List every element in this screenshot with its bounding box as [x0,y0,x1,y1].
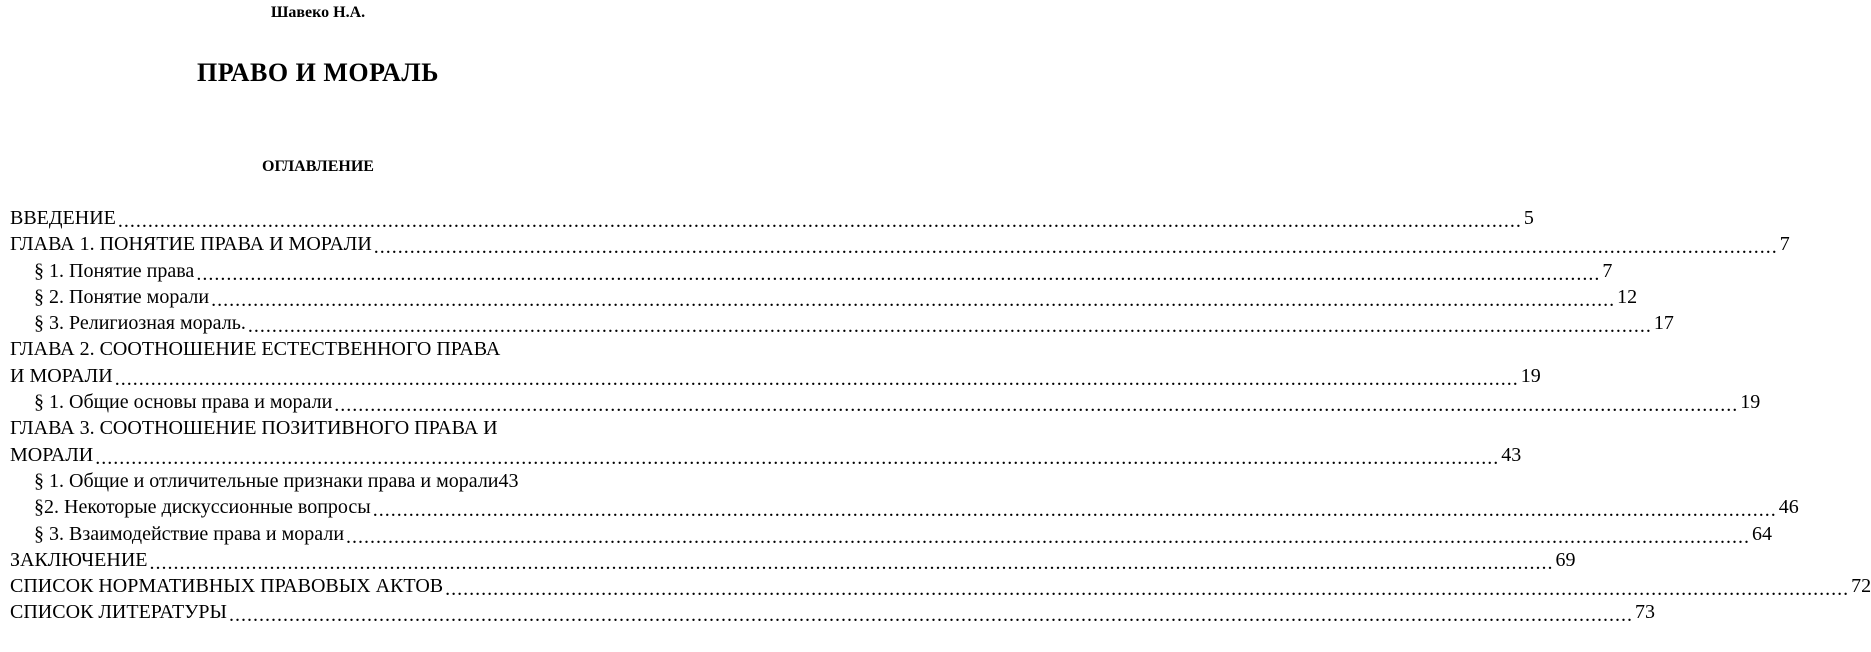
dot-leader [373,500,1777,520]
toc-entry-text: ВВЕДЕНИЕ [10,207,116,229]
toc-entry-text: МОРАЛИ [10,443,94,466]
toc-entry-page: 5 [1523,207,1534,229]
toc-entry-text: §2. Некоторые дискуссионные вопросы [34,496,371,519]
dot-leader [149,553,1553,573]
toc-entry-page: 64 [1752,522,1773,545]
toc-entry-text: СПИСОК ЛИТЕРАТУРЫ [10,601,227,624]
toc-entry-text-line1: ГЛАВА 3. СООТНОШЕНИЕ ПОЗИТИВНОГО ПРАВА И [10,417,498,440]
dot-leader [115,369,1519,389]
toc-entry-text-line1: ГЛАВА 2. СООТНОШЕНИЕ ЕСТЕСТВЕННОГО ПРАВА [10,338,501,361]
dot-leader [95,448,1499,468]
toc-entry-page: 17 [1653,312,1674,335]
toc-entry-page: 19 [1520,364,1541,387]
table-of-contents [10,205,1871,626]
document-title: ПРАВО И МОРАЛЬ [196,58,439,87]
dot-leader [196,264,1600,284]
toc-heading: ОГЛАВЛЕНИЕ [262,158,374,175]
dot-leader [346,527,1750,547]
toc-entry-page: 7 [1602,259,1613,282]
toc-entry-text: § 1. Общие основы права и морали [34,391,333,414]
toc-entry-page: 73 [1634,601,1655,624]
dot-leader [445,579,1849,599]
dot-leader [334,395,1738,415]
toc-entry-text: И МОРАЛИ [10,364,113,387]
toc-entry-ch1-section-2[interactable] [10,284,1638,310]
author-name: Шавеко Н.А. [270,4,366,21]
toc-entry-text: § 3. Религиозная мораль. [34,312,246,335]
dot-leader [248,316,1652,336]
toc-entry-ch3-section-1[interactable] [10,468,623,494]
dot-leader [229,605,1633,625]
toc-entry-chapter-1[interactable] [10,231,1790,257]
toc-entry-page: 43 [498,469,519,492]
toc-entry-text: § 3. Взаимодействие права и морали [34,522,345,545]
toc-entry-text: § 2. Понятие морали [34,285,210,308]
dot-leader [374,237,1778,257]
toc-entry-page: 69 [1555,548,1576,571]
toc-entry-introduction[interactable] [10,205,1534,231]
toc-entry-ch2-section-1[interactable] [10,389,1761,415]
toc-entry-ch3-section-2[interactable] [10,494,1799,520]
toc-entry-text: § 1. Общие и отличительные признаки права и морали [34,469,499,492]
toc-entry-ch1-section-3[interactable] [10,310,1674,336]
toc-entry-text: ЗАКЛЮЧЕНИЕ [10,548,148,571]
toc-entry-conclusion[interactable] [10,547,1576,573]
toc-entry-page: 7 [1779,233,1790,256]
dot-leader [118,211,1522,231]
toc-entry-page: 12 [1617,285,1638,308]
toc-entry-normative-acts[interactable] [10,573,1871,599]
toc-entry-text: СПИСОК НОРМАТИВНЫХ ПРАВОВЫХ АКТОВ [10,575,444,598]
toc-entry-ch1-section-1[interactable] [10,258,1613,284]
toc-entry-bibliography[interactable] [10,599,1655,625]
toc-entry-text: ГЛАВА 1. ПОНЯТИЕ ПРАВА И МОРАЛИ [10,233,372,256]
toc-entry-page: 19 [1740,391,1761,414]
dot-leader [211,290,1615,310]
toc-entry-page: 72 [1851,575,1871,598]
toc-entry-page: 43 [1501,443,1522,466]
toc-entry-page: 46 [1778,496,1799,519]
toc-entry-chapter-3[interactable] [10,415,1522,468]
toc-entry-text: § 1. Понятие права [34,259,195,282]
toc-entry-ch3-section-3[interactable] [10,521,1773,547]
toc-entry-chapter-2[interactable] [10,336,1541,389]
